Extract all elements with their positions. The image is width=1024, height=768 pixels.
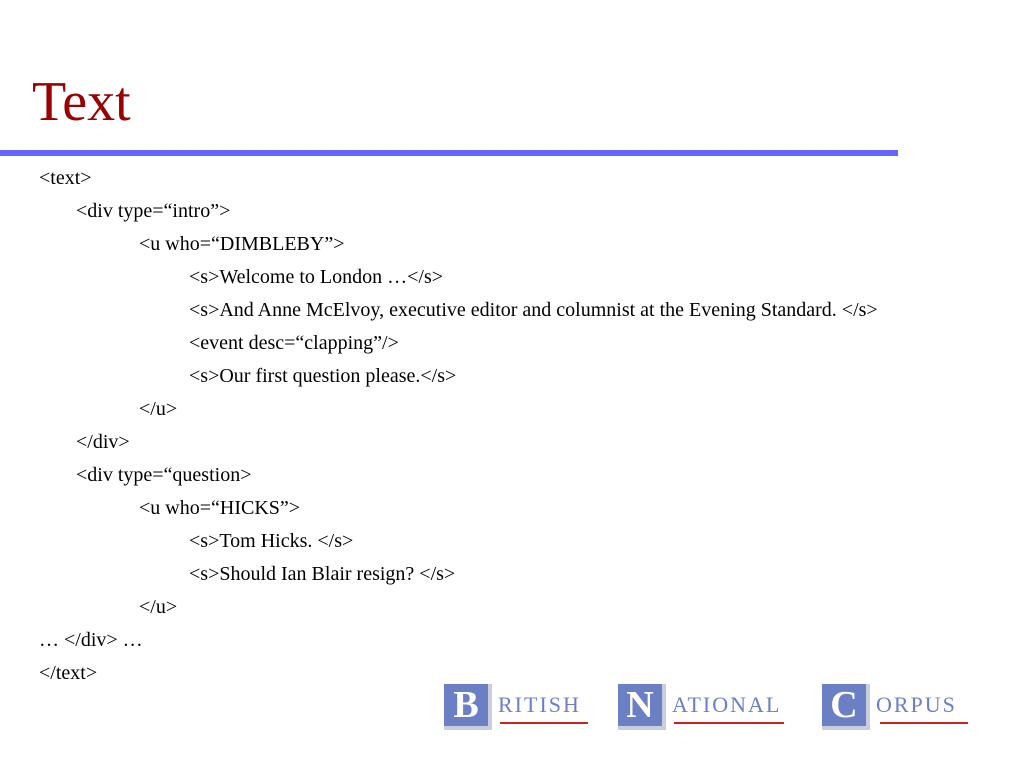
logo-letter-c: C (822, 684, 870, 730)
logo-word-british: RITISH (498, 692, 581, 717)
logo-underline (880, 722, 968, 724)
listing-line: <text> (39, 167, 92, 189)
listing-line: <div type=“intro”> (76, 200, 231, 222)
logo-letter-b: B (444, 684, 492, 730)
logo-underline (674, 722, 784, 724)
listing-line: <s>Should Ian Blair resign? </s> (189, 563, 456, 585)
logo-word-national: ATIONAL (672, 692, 782, 717)
logo-word-corpus: ORPUS (876, 692, 957, 717)
listing-line: <u who=“DIMBLEBY”> (139, 233, 345, 255)
title-rule (0, 150, 898, 156)
logo-underline (500, 722, 588, 724)
slide-title: Text (32, 71, 131, 133)
listing-line: <s>Our first question please.</s> (189, 365, 457, 387)
listing-line: <event desc=“clapping”/> (189, 332, 399, 354)
listing-line: </u> (139, 398, 178, 420)
logo-letter-n: N (618, 684, 666, 730)
listing-line: … </div> … (39, 629, 143, 651)
listing-line: </u> (139, 596, 178, 618)
listing-line: <div type=“question> (76, 464, 252, 486)
listing-line: <u who=“HICKS”> (139, 497, 301, 519)
listing-line: </text> (39, 662, 98, 684)
listing-line: </div> (76, 431, 130, 453)
listing-line: <s>And Anne McElvoy, executive editor and columnist at the Evening Standard. </s> (189, 299, 878, 321)
bnc-logo (444, 684, 984, 732)
listing-line: <s>Tom Hicks. </s> (189, 530, 354, 552)
listing-line: <s>Welcome to London …</s> (189, 266, 444, 288)
